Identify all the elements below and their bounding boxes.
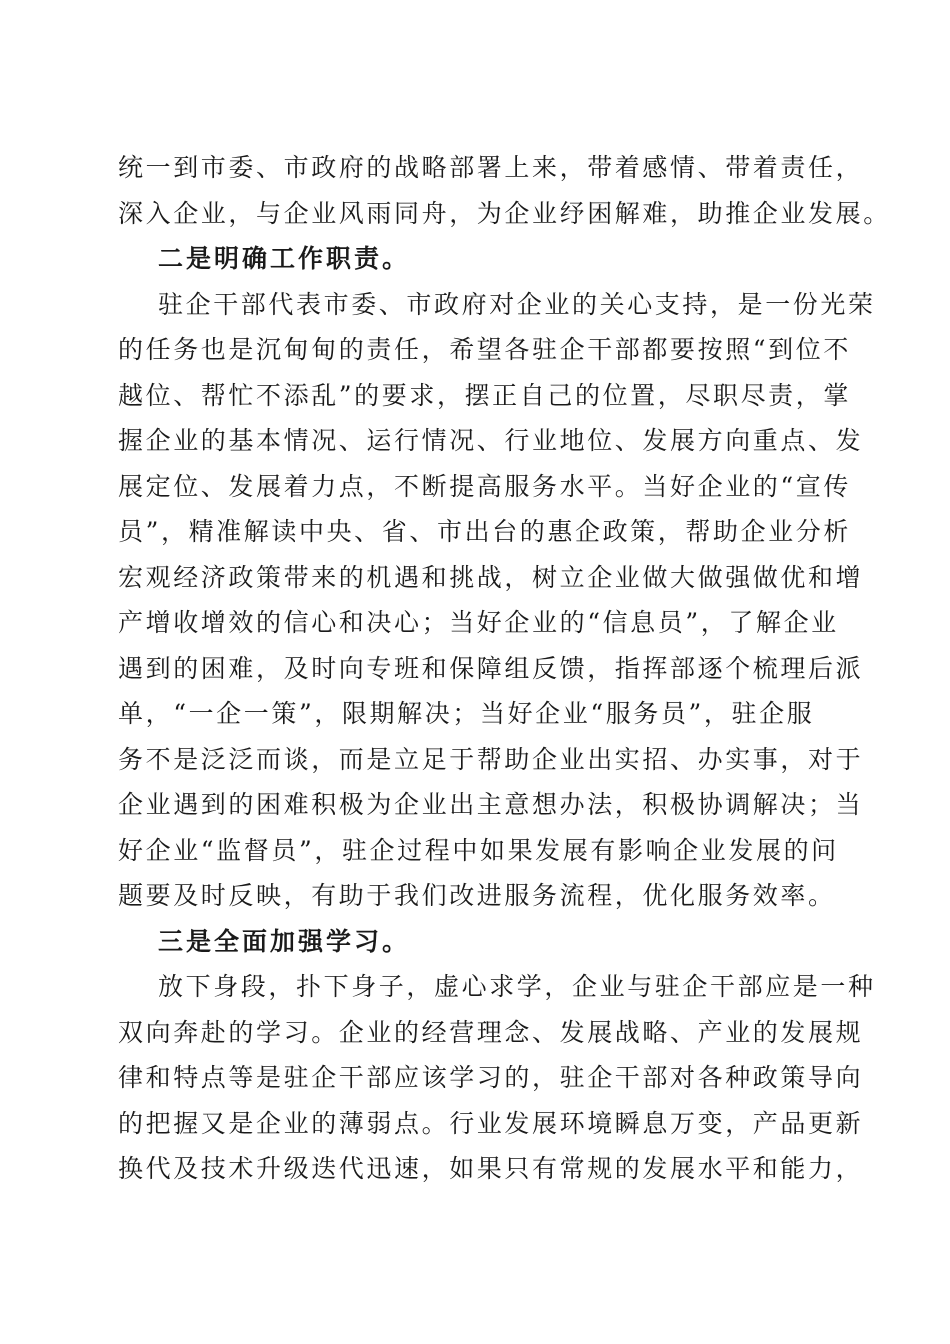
text-line: 员”，精准解读中央、省、市出台的惠企政策，帮助企业分析	[118, 517, 851, 546]
document-body	[118, 145, 891, 1192]
text-line: 握企业的基本情况、运行情况、行业地位、发展方向重点、发	[118, 426, 864, 455]
text-line: 务不是泛泛而谈，而是立足于帮助企业出实招、办实事，对于	[118, 744, 864, 774]
section-heading-2: 二是明确工作职责。	[158, 244, 411, 273]
text-line: 换代及技术升级迭代迅速，如果只有常规的发展水平和能力，	[118, 1154, 864, 1183]
text-line: 的把握又是企业的薄弱点。行业发展环境瞬息万变，产品更新	[118, 1108, 864, 1138]
text-line: 单，“一企一策”，限期解决；当好企业“服务员”，驻企服	[118, 699, 815, 728]
paragraph-2	[118, 282, 876, 919]
text-line: 越位、帮忙不添乱”的要求，摆正自己的位置，尽职尽责，掌	[118, 380, 851, 410]
text-line: 展定位、发展着力点，不断提高服务水平。当好企业的“宣传	[118, 471, 851, 501]
text-line: 统一到市委、市政府的战略部署上来，带着感情、带着责任，	[118, 153, 864, 182]
text-line: 宏观经济政策带来的机遇和挑战，树立企业做大做强做优和增	[118, 562, 864, 592]
text-line: 好企业“监督员”，驻企过程中如果发展有影响企业发展的问	[118, 835, 839, 865]
text-line: 驻企干部代表市委、市政府对企业的关心支持，是一份光荣	[158, 289, 876, 319]
text-line: 遇到的困难，及时向专班和保障组反馈，指挥部逐个梳理后派	[118, 653, 864, 683]
text-line: 产增收增效的信心和决心；当好企业的“信息员”，了解企业	[118, 608, 839, 637]
text-line: 深入企业，与企业风雨同舟，为企业纾困解难，助推企业发展。	[118, 198, 891, 228]
text-line: 律和特点等是驻企干部应该学习的，驻企干部对各种政策导向	[118, 1063, 864, 1092]
section-heading-3: 三是全面加强学习。	[158, 926, 411, 956]
text-line: 的任务也是沉甸甸的责任，希望各驻企干部都要按照“到位不	[118, 335, 851, 364]
text-line: 企业遇到的困难积极为企业出主意想办法，积极协调解决；当	[118, 790, 864, 819]
paragraph-1	[118, 145, 891, 236]
text-line: 双向奔赴的学习。企业的经营理念、发展战略、产业的发展规	[118, 1017, 864, 1047]
text-line: 放下身段，扑下身子，虚心求学，企业与驻企干部应是一种	[158, 972, 876, 1001]
text-line: 题要及时反映，有助于我们改进服务流程，优化服务效率。	[118, 881, 836, 910]
paragraph-3	[118, 964, 876, 1192]
